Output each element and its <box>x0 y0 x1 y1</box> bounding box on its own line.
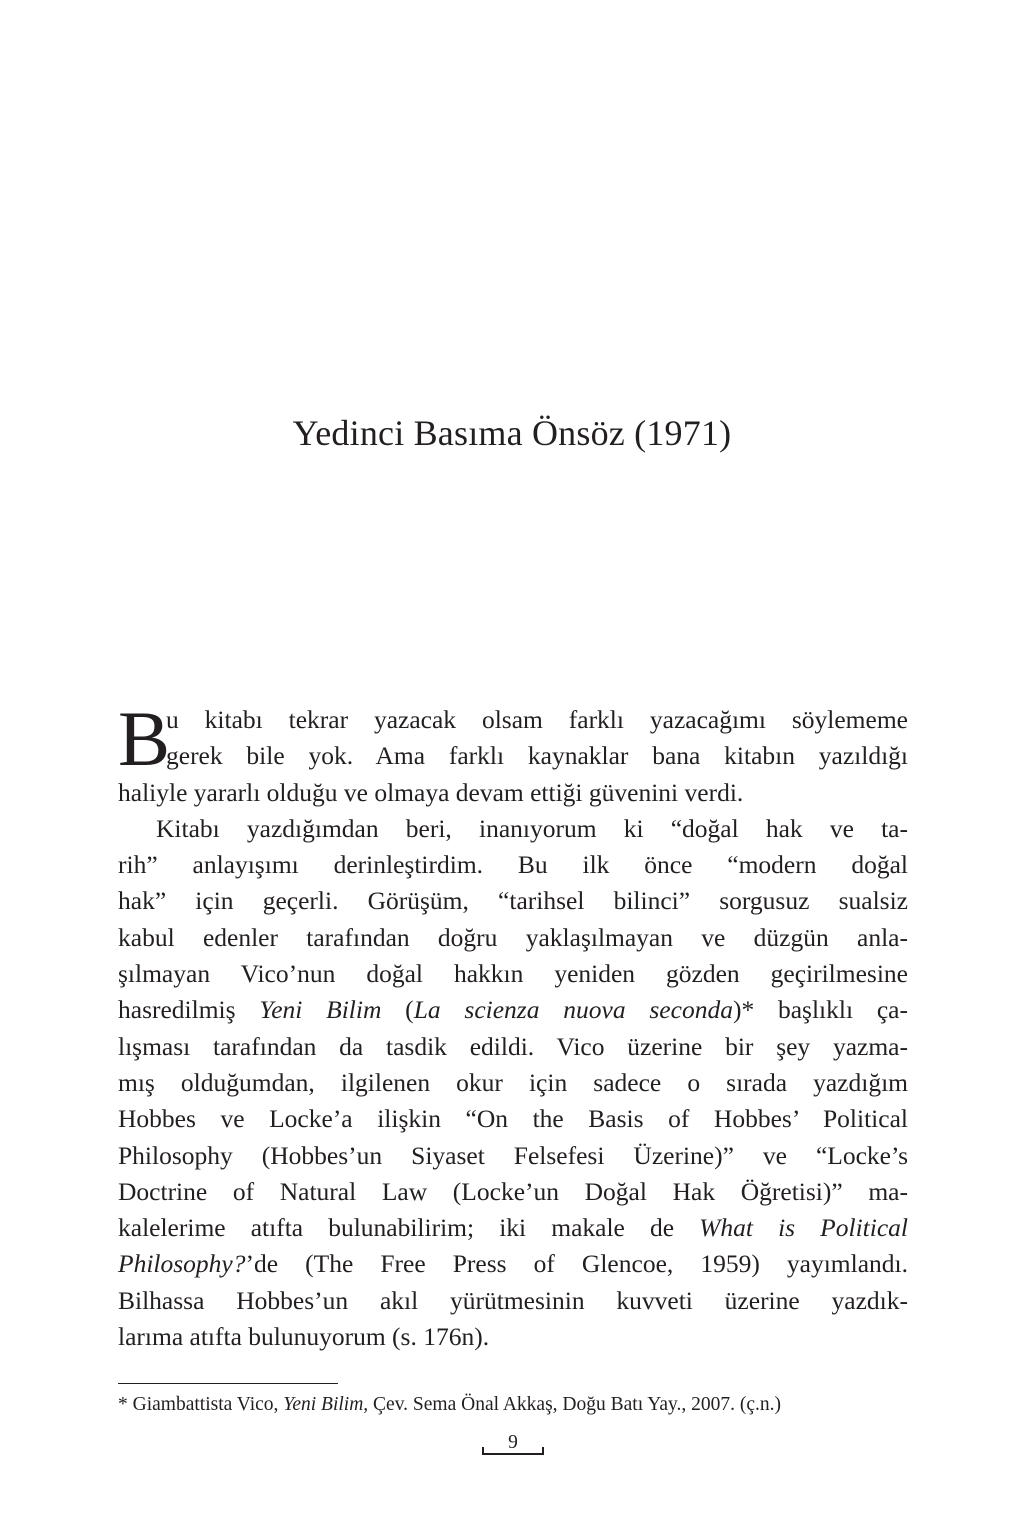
text-line: gerek bile yok. Ama farklı kaynaklar bana kitabın yazıldığı <box>166 741 908 771</box>
text-line: rih” anlayışımı derinleştirdim. Bu ilk önce “modern doğal <box>118 850 908 880</box>
footnote-rule <box>118 1383 338 1384</box>
page-number: 9 <box>508 1432 518 1453</box>
text-line <box>118 992 908 1028</box>
text-line: Doctrine of Natural Law (Locke’un Doğal Hak Öğretisi)” ma- <box>118 1176 908 1206</box>
text-line: larıma atıfta bulunuyorum (s. 176n). <box>118 1322 490 1352</box>
text-line: Bilhassa Hobbes’un akıl yürütmesinin kuvveti üzerine yazdık- <box>118 1285 908 1315</box>
footnote-italic: Yeni Bilim, <box>283 1394 369 1415</box>
italic-title: What is Political <box>699 1213 909 1243</box>
drop-cap: B <box>118 695 171 782</box>
text-line: mış olduğumdan, ilgilenen okur için sadece o sırada yazdığım <box>118 1067 908 1097</box>
chapter-title: Yedinci Basıma Önsöz (1971) <box>292 413 732 453</box>
text-line: u kitabı tekrar yazacak olsam farklı yazacağımı söylememe <box>166 705 908 734</box>
text-segment: ’de (The Free Press of Glencoe, 1959) yayımlandı. <box>245 1249 908 1279</box>
italic-title: Philosophy? <box>118 1249 246 1279</box>
text-segment: ( <box>381 995 414 1025</box>
footnote-text: Çev. Sema Önal Akkaş, Doğu Batı Yay., 2007. (ç.n.) <box>368 1394 782 1415</box>
text-line: haliyle yararlı olduğu ve olmaya devam ettiği güvenini verdi. <box>118 777 744 807</box>
text-line: lışması tarafından da tasdik edildi. Vico üzerine bir şey yazma- <box>118 1031 908 1061</box>
text-line <box>118 1246 908 1282</box>
footnote <box>118 1392 908 1418</box>
page-number-bracket-right <box>542 1447 544 1454</box>
italic-title: Yeni Bilim <box>259 995 382 1025</box>
text-line: Kitabı yazdığımdan beri, inanıyorum ki “doğal hak ve ta- <box>156 813 908 843</box>
text-line: Hobbes ve Locke’a ilişkin “On the Basis of Hobbes’ Political <box>118 1104 908 1134</box>
text-segment: kalelerime atıfta bulunabilirim; iki makale de <box>118 1213 700 1243</box>
page-number-bracket <box>482 1453 544 1455</box>
text-segment: )* başlıklı ça- <box>732 995 908 1025</box>
body-text <box>118 695 909 1355</box>
text-line: kabul edenler tarafından doğru yaklaşılmayan ve düzgün anla- <box>118 922 908 952</box>
text-line: hak” için geçerli. Görüşüm, “tarihsel bilinci” sorgusuz sualsiz <box>118 886 908 916</box>
text-segment: hasredilmiş <box>118 995 260 1025</box>
text-line: şılmayan Vico’nun doğal hakkın yeniden gözden geçirilmesine <box>118 959 908 989</box>
page-number-block <box>480 1432 546 1458</box>
text-line <box>118 1210 908 1246</box>
footnote-text: * Giambattista Vico, <box>118 1394 284 1415</box>
italic-title: La scienza nuova seconda <box>413 995 733 1025</box>
text-line: Philosophy (Hobbes’un Siyaset Felsefesi Üzerine)” ve “Locke’s <box>118 1140 908 1170</box>
page-number-bracket-left <box>482 1447 484 1454</box>
